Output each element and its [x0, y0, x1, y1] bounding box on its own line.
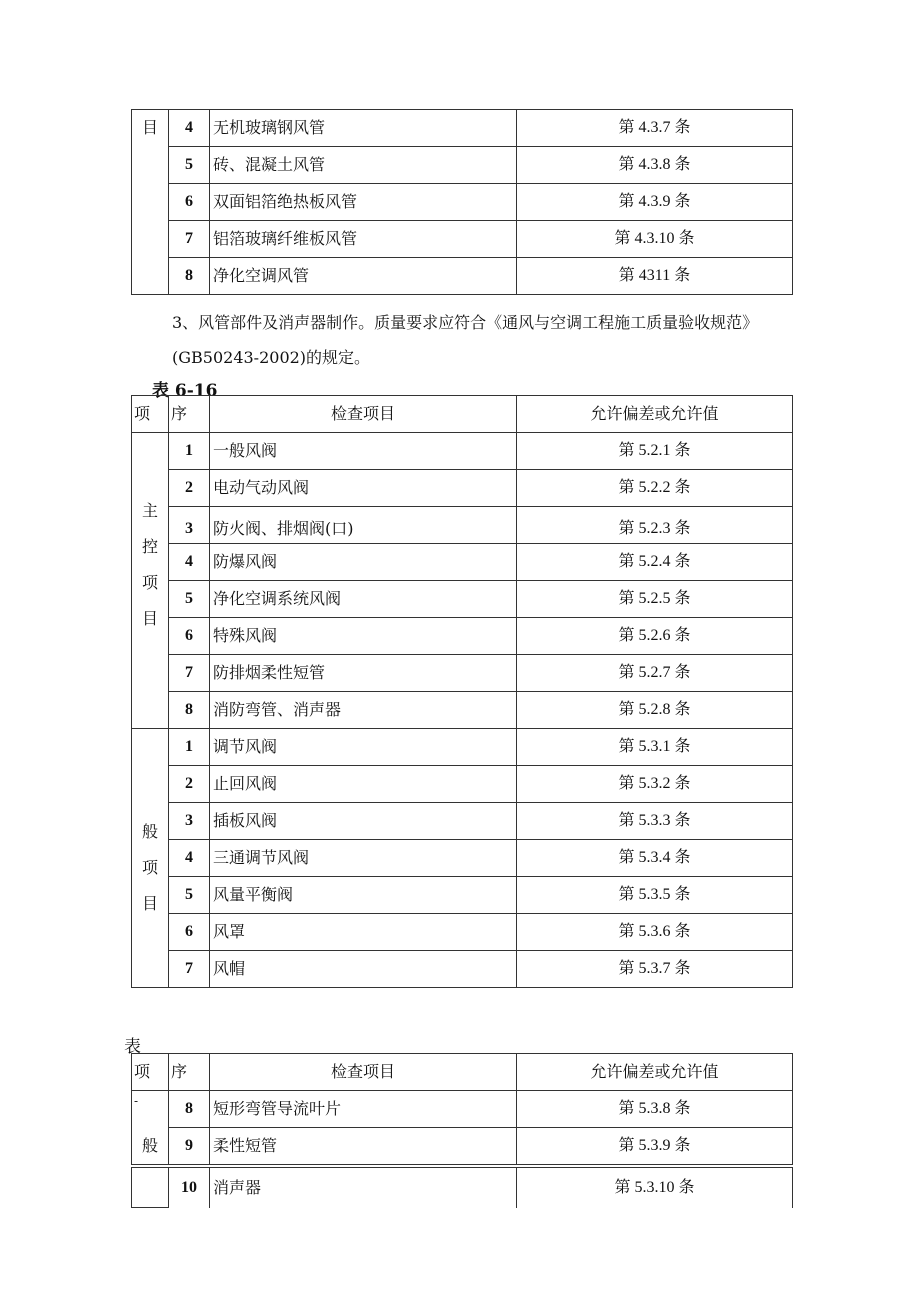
check-item: 柔性短管 — [210, 1128, 517, 1165]
header-seq: 序 — [169, 1054, 210, 1091]
check-item: 插板风阀 — [210, 803, 517, 840]
main-control-label: 主控项目 — [141, 501, 158, 628]
table-6-16 — [131, 395, 793, 988]
table-caption: 表 — [124, 1037, 141, 1057]
clause-ref: 第 5.3.1 条 — [517, 729, 793, 766]
row-number: 3 — [169, 507, 210, 544]
empty-group-cell — [132, 1168, 169, 1208]
check-item: 一般风阀 — [210, 433, 517, 470]
row-number: 3 — [169, 803, 210, 840]
clause-ref: 第 5.2.2 条 — [517, 470, 793, 507]
check-item: 风帽 — [210, 951, 517, 988]
clause-ref: 第 5.3.6 条 — [517, 914, 793, 951]
group-mark-cell — [132, 1091, 169, 1128]
clause-ref: 第 5.3.8 条 — [517, 1091, 793, 1128]
clause-ref: 第 5.2.5 条 — [517, 581, 793, 618]
clause-ref: 第 4311 条 — [517, 258, 793, 295]
row-number: 4 — [169, 544, 210, 581]
row-number: 6 — [169, 914, 210, 951]
row-number: 2 — [169, 766, 210, 803]
row-number: 7 — [169, 951, 210, 988]
row-number: 10 — [169, 1168, 210, 1208]
row-number: 6 — [169, 184, 210, 221]
check-item: 电动气动风阀 — [210, 470, 517, 507]
check-item: 无机玻璃钢风管 — [210, 110, 517, 147]
check-item: 风量平衡阀 — [210, 877, 517, 914]
clause-ref: 第 5.2.1 条 — [517, 433, 793, 470]
clause-ref: 第 5.3.3 条 — [517, 803, 793, 840]
clause-ref: 第 5.2.4 条 — [517, 544, 793, 581]
clause-ref: 第 5.3.2 条 — [517, 766, 793, 803]
header-check-item: 检查项目 — [210, 1054, 517, 1091]
group-label: 目 — [141, 118, 158, 137]
clause-ref: 第 5.3.9 条 — [517, 1128, 793, 1165]
check-item: 净化空调系统风阀 — [210, 581, 517, 618]
row-number: 5 — [169, 581, 210, 618]
row-number: 8 — [169, 692, 210, 729]
clause-ref: 第 5.3.10 条 — [517, 1168, 793, 1208]
clause-ref: 第 4.3.10 条 — [517, 221, 793, 258]
check-item: 净化空调风管 — [210, 258, 517, 295]
check-item: 消声器 — [210, 1168, 517, 1208]
check-item: 风罩 — [210, 914, 517, 951]
clause-ref: 第 5.2.6 条 — [517, 618, 793, 655]
header-category: 项 — [132, 1054, 169, 1091]
check-item: 铝箔玻璃纤维板风管 — [210, 221, 517, 258]
header-seq: 序 — [169, 396, 210, 433]
row-number: 1 — [169, 729, 210, 766]
table-air-ducts-continued — [131, 109, 793, 295]
clause-ref: 第 5.3.4 条 — [517, 840, 793, 877]
clause-ref: 第 5.3.7 条 — [517, 951, 793, 988]
check-item: 止回风阀 — [210, 766, 517, 803]
table-continued-fragment — [131, 1167, 793, 1208]
check-item: 特殊风阀 — [210, 618, 517, 655]
group-label: 般 — [141, 1135, 158, 1155]
check-item: 防排烟柔性短管 — [210, 655, 517, 692]
group-mark: - — [134, 1094, 139, 1108]
general-group-label: 般项目 — [141, 822, 158, 913]
table-caption-6-16: 表 6-16 — [152, 381, 218, 401]
table-continued — [131, 1053, 793, 1165]
clause-ref: 第 5.3.5 条 — [517, 877, 793, 914]
row-number: 9 — [169, 1128, 210, 1165]
row-number: 5 — [169, 147, 210, 184]
row-number: 5 — [169, 877, 210, 914]
row-number: 8 — [169, 1091, 210, 1128]
clause-ref: 第 4.3.7 条 — [517, 110, 793, 147]
row-number: 7 — [169, 655, 210, 692]
check-item: 防爆风阀 — [210, 544, 517, 581]
row-number: 8 — [169, 258, 210, 295]
row-number: 6 — [169, 618, 210, 655]
group-label-cell — [132, 1128, 169, 1165]
clause-ref: 第 4.3.9 条 — [517, 184, 793, 221]
header-row — [132, 396, 793, 433]
general-group-cell — [132, 729, 169, 988]
clause-ref: 第 5.2.8 条 — [517, 692, 793, 729]
main-control-group-cell — [132, 433, 169, 729]
check-item: 防火阀、排烟阀(口) — [210, 507, 517, 544]
group-label-cell — [132, 110, 169, 295]
check-item: 双面铝箔绝热板风管 — [210, 184, 517, 221]
header-category: 项 — [132, 396, 169, 433]
paragraph-line-1: 3、风管部件及消声器制作。质量要求应符合《通风与空调工程施工质量验收规范》 — [172, 313, 759, 332]
row-number: 7 — [169, 221, 210, 258]
check-item: 砖、混凝土风管 — [210, 147, 517, 184]
row-number: 4 — [169, 840, 210, 877]
row-number: 2 — [169, 470, 210, 507]
clause-ref: 第 5.2.7 条 — [517, 655, 793, 692]
check-item: 消防弯管、消声器 — [210, 692, 517, 729]
paragraph-line-2: (GB50243-2002)的规定。 — [172, 348, 371, 367]
check-item: 三通调节风阀 — [210, 840, 517, 877]
clause-ref: 第 4.3.8 条 — [517, 147, 793, 184]
header-check-item: 检查项目 — [210, 396, 517, 433]
header-allowance: 允许偏差或允许值 — [517, 1054, 793, 1091]
check-item: 短形弯管导流叶片 — [210, 1091, 517, 1128]
clause-ref: 第 5.2.3 条 — [517, 507, 793, 544]
header-allowance: 允许偏差或允许值 — [517, 396, 793, 433]
row-number: 4 — [169, 110, 210, 147]
header-row — [132, 1054, 793, 1091]
row-number: 1 — [169, 433, 210, 470]
check-item: 调节风阀 — [210, 729, 517, 766]
